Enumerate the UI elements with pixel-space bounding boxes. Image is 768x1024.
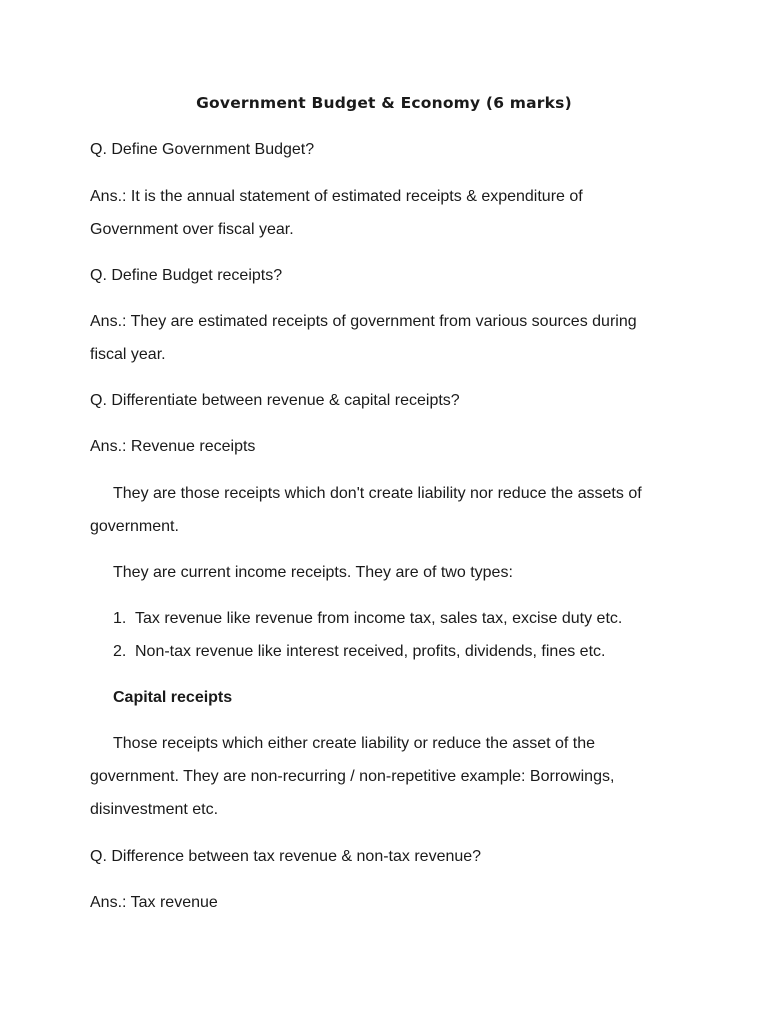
revenue-paragraph-2: They are current income receipts. They are of two types:: [113, 564, 513, 581]
answer-define-budget-line-1: Ans.: It is the annual statement of estimated receipts & expenditure of: [90, 188, 583, 205]
page-title: Government Budget & Economy (6 marks): [196, 94, 572, 112]
list-item-tax-revenue: Tax revenue like revenue from income tax, sales tax, excise duty etc.: [135, 610, 623, 627]
answer-budget-receipts-line-2: fiscal year.: [90, 346, 166, 363]
list-item-non-tax-revenue: Non-tax revenue like interest received, profits, dividends, fines etc.: [135, 643, 606, 660]
capital-paragraph-line-2: government. They are non-recurring / non-repetitive example: Borrowings,: [90, 768, 615, 785]
revenue-paragraph-1-line-2: government.: [90, 518, 179, 535]
revenue-paragraph-1-line-1: They are those receipts which don't create liability nor reduce the assets of: [113, 485, 642, 502]
question-revenue-capital: Q. Differentiate between revenue & capital receipts?: [90, 392, 460, 409]
capital-receipts-heading: Capital receipts: [113, 689, 233, 706]
answer-tax-revenue-heading: Ans.: Tax revenue: [90, 894, 218, 911]
question-tax-nontax: Q. Difference between tax revenue & non-tax revenue?: [90, 848, 482, 865]
list-item-number: 2.: [113, 643, 127, 660]
question-define-budget: Q. Define Government Budget?: [90, 141, 315, 158]
answer-budget-receipts-line-1: Ans.: They are estimated receipts of government from various sources during: [90, 313, 637, 330]
answer-define-budget-line-2: Government over fiscal year.: [90, 221, 294, 238]
list-item-number: 1.: [113, 610, 127, 627]
capital-paragraph-line-1: Those receipts which either create liability or reduce the asset of the: [113, 735, 596, 752]
capital-paragraph-line-3: disinvestment etc.: [90, 801, 219, 818]
question-budget-receipts: Q. Define Budget receipts?: [90, 267, 283, 284]
answer-revenue-heading: Ans.: Revenue receipts: [90, 438, 256, 455]
